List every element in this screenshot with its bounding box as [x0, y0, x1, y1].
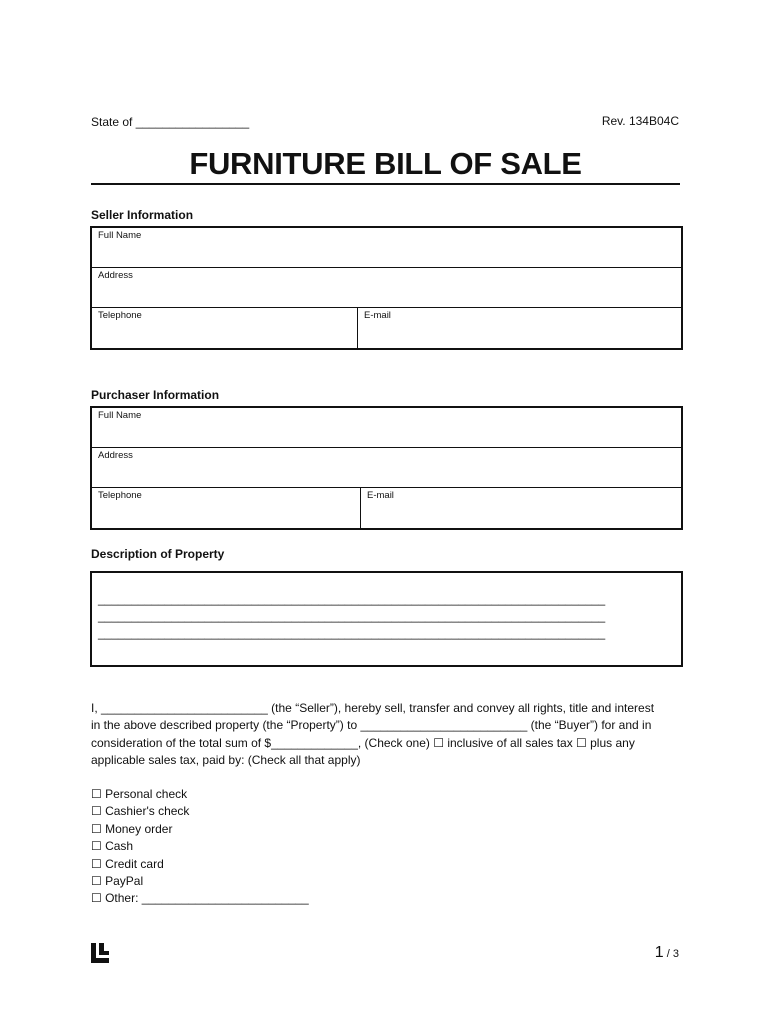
document-title: FURNITURE BILL OF SALE [189, 146, 582, 181]
payment-option-cash[interactable]: ☐ Cash [91, 839, 134, 854]
purchaser-address-label: Address [98, 450, 133, 461]
page-number [655, 944, 679, 962]
seller-contact-row [92, 308, 681, 348]
revision-code: Rev. 134B04C [601, 114, 679, 128]
payment-method-list [91, 786, 309, 908]
seller-full-name-row[interactable] [92, 228, 681, 268]
seller-telephone-label: Telephone [98, 310, 142, 321]
terms-line: I, _________________________ (the “Seller”), hereby sell, transfer and convey all rights, title and interest [91, 701, 655, 715]
purchaser-email-label: E-mail [367, 490, 394, 501]
seller-address-row[interactable] [92, 268, 681, 308]
seller-email-label: E-mail [364, 310, 391, 321]
total-pages: / 3 [663, 948, 679, 960]
purchaser-full-name-row[interactable] [92, 408, 681, 448]
purchaser-contact-row [92, 488, 681, 528]
legal-templates-logo-icon [91, 943, 109, 963]
purchaser-full-name-label: Full Name [98, 410, 142, 421]
payment-option-money-order[interactable]: ☐ Money order [91, 821, 173, 836]
property-description-line: ____________________________________________________________________________ [98, 626, 606, 640]
payment-option-credit-card[interactable]: ☐ Credit card [91, 856, 164, 871]
current-page: 1 [654, 944, 664, 961]
purchaser-section-heading: Purchaser Information [91, 388, 220, 402]
property-description-line: ____________________________________________________________________________ [98, 609, 606, 623]
terms-line: consideration of the total sum of $_____________, (Check one) ☐ inclusive of all sales tax ☐ plus any [91, 735, 635, 750]
payment-option-cashiers-check[interactable]: ☐ Cashier's check [91, 804, 190, 819]
property-description-line: ____________________________________________________________________________ [98, 592, 606, 606]
seller-email-cell[interactable] [358, 308, 681, 348]
sale-terms-paragraph [91, 700, 681, 770]
seller-section-heading: Seller Information [91, 208, 194, 222]
payment-option-other[interactable]: ☐ Other: _________________________ [91, 891, 309, 906]
seller-full-name-label: Full Name [98, 230, 142, 241]
seller-telephone-cell[interactable] [92, 308, 357, 348]
terms-line: applicable sales tax, paid by: (Check all that apply) [91, 753, 361, 768]
purchaser-telephone-label: Telephone [98, 490, 142, 501]
seller-info-table [90, 226, 683, 350]
property-section-heading: Description of Property [91, 547, 225, 561]
state-of-field: State of _________________ [91, 115, 250, 129]
purchaser-address-row[interactable] [92, 448, 681, 488]
terms-line: in the above described property (the “Property”) to _________________________ (the “Buyer”) for and in [91, 718, 652, 733]
purchaser-telephone-cell[interactable] [92, 488, 360, 528]
purchaser-email-cell[interactable] [361, 488, 681, 528]
payment-option-personal-check[interactable]: ☐ Personal check [91, 787, 188, 801]
title-underline [91, 183, 680, 185]
seller-address-label: Address [98, 270, 133, 281]
purchaser-info-table [90, 406, 683, 530]
property-description-box[interactable] [90, 571, 683, 667]
payment-option-paypal[interactable]: ☐ PayPal [91, 874, 144, 889]
